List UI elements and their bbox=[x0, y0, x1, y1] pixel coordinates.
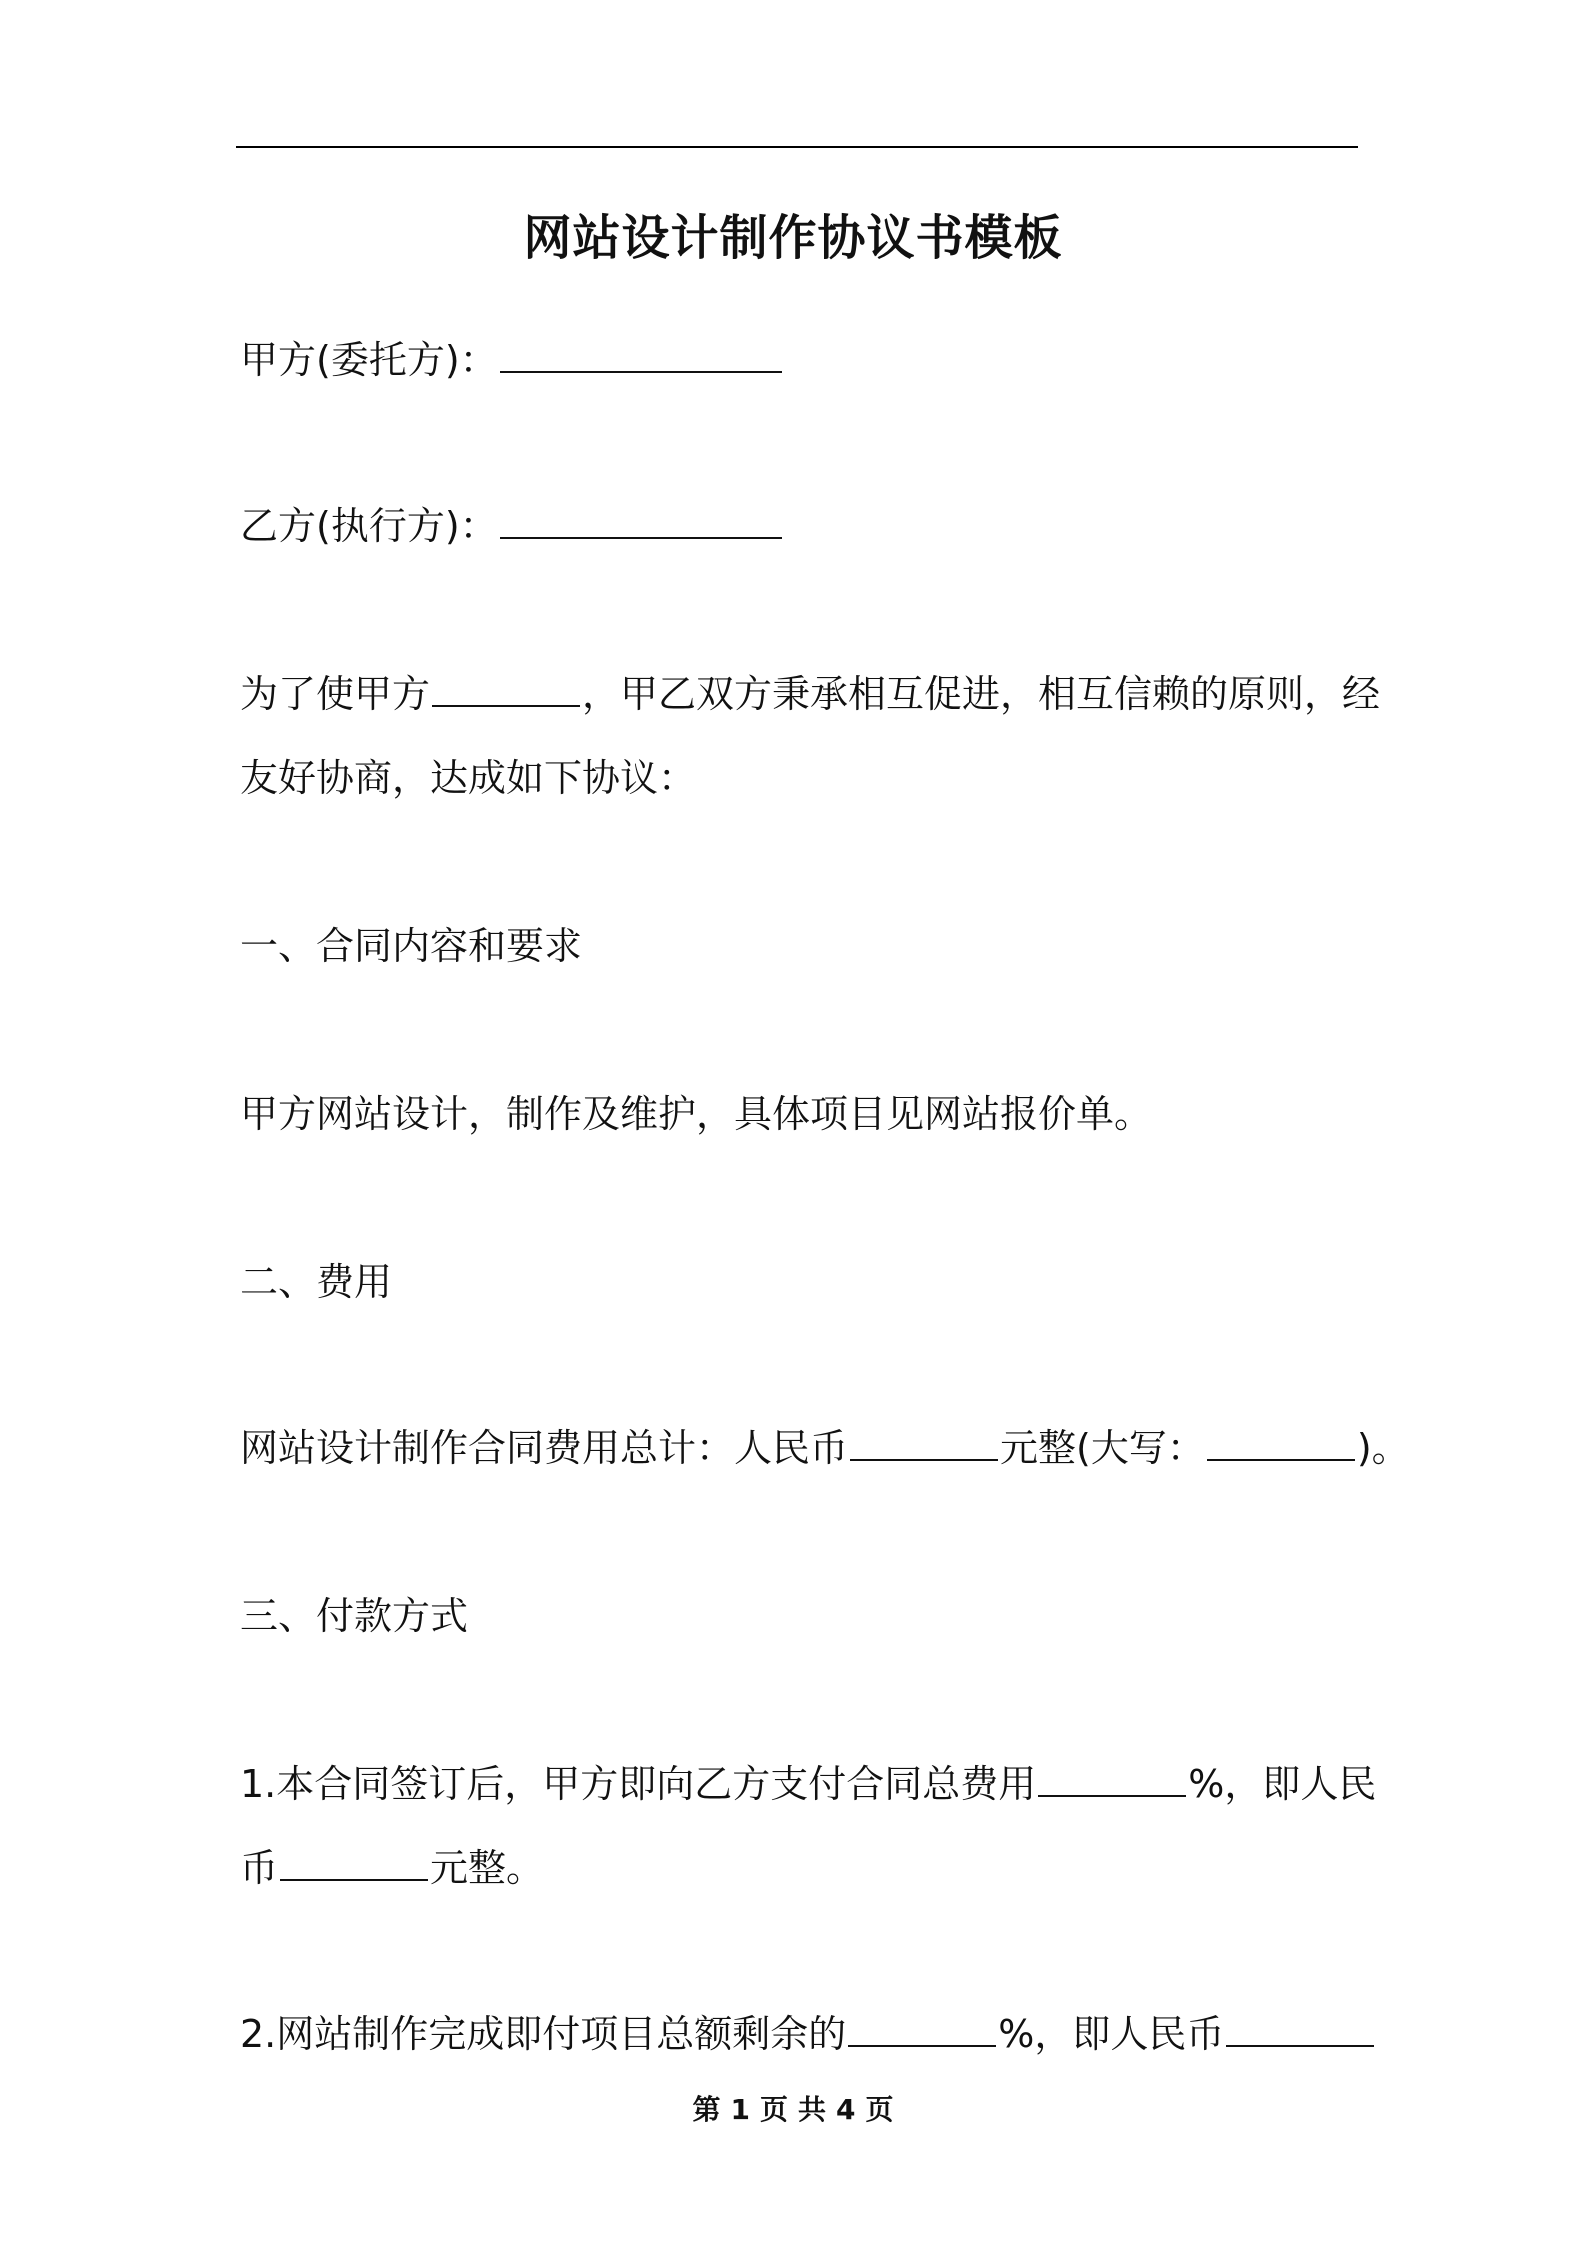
intro-text-b: ，甲乙双方秉承相互促进，相互信赖的原则，经 bbox=[582, 672, 1381, 716]
party-b-line bbox=[240, 500, 784, 552]
section-1-heading: 一、合同内容和要求 bbox=[240, 924, 583, 968]
payment-1-text-c: 币 bbox=[240, 1846, 279, 1890]
payment-1-percent-blank bbox=[1038, 1759, 1186, 1797]
payment-2-percent-blank bbox=[848, 2009, 996, 2047]
party-b-label: 乙方(执行方)： bbox=[240, 504, 498, 548]
header-rule bbox=[236, 146, 1358, 148]
payment-1-text-a: 1.本合同签订后，甲方即向乙方支付合同总费用 bbox=[240, 1762, 1037, 1806]
intro-text-a: 为了使甲方 bbox=[240, 672, 431, 716]
footer-label-page: 第 bbox=[692, 2093, 721, 2126]
footer-label-page-unit: 页 bbox=[759, 2093, 788, 2126]
footer-label-total: 共 bbox=[798, 2093, 827, 2126]
section-2-heading: 二、费用 bbox=[240, 1260, 393, 1304]
section-2-body bbox=[240, 1422, 1410, 1474]
footer-label-total-unit: 页 bbox=[865, 2093, 894, 2126]
intro-text-c: 友好协商，达成如下协议： bbox=[240, 756, 697, 800]
footer-total-pages: 4 bbox=[836, 2093, 856, 2126]
section-3-heading: 三、付款方式 bbox=[240, 1594, 469, 1638]
section-1-body: 甲方网站设计，制作及维护，具体项目见网站报价单。 bbox=[240, 1092, 1153, 1136]
page-footer bbox=[0, 2090, 1586, 2130]
fee-amount-blank bbox=[850, 1423, 998, 1461]
document-title: 网站设计制作协议书模板 bbox=[523, 210, 1063, 266]
payment-1-text-d: 元整。 bbox=[430, 1846, 545, 1890]
payment-2-text-b: %，即人民币 bbox=[998, 2012, 1225, 2056]
fee-text-a: 网站设计制作合同费用总计：人民币 bbox=[240, 1426, 849, 1470]
footer-page-number: 1 bbox=[730, 2093, 750, 2126]
payment-2-text-a: 2.网站制作完成即付项目总额剩余的 bbox=[240, 2012, 847, 2056]
fee-text-b: 元整(大写： bbox=[1000, 1426, 1205, 1470]
party-a-line bbox=[240, 334, 784, 386]
payment-item-2-line-1 bbox=[240, 2008, 1376, 2060]
payment-1-text-b: %，即人民 bbox=[1188, 1762, 1377, 1806]
party-a-blank bbox=[500, 335, 782, 373]
intro-blank bbox=[432, 669, 580, 707]
payment-item-1-line-1 bbox=[240, 1758, 1376, 1810]
payment-2-amount-blank bbox=[1226, 2009, 1374, 2047]
intro-line-1 bbox=[240, 668, 1380, 720]
intro-line-2 bbox=[240, 752, 696, 804]
fee-text-c: )。 bbox=[1356, 1426, 1410, 1470]
party-b-blank bbox=[500, 501, 782, 539]
fee-capital-blank bbox=[1207, 1423, 1355, 1461]
party-a-label: 甲方(委托方)： bbox=[240, 338, 498, 382]
payment-item-1-line-2 bbox=[240, 1842, 544, 1894]
payment-1-amount-blank bbox=[280, 1843, 428, 1881]
